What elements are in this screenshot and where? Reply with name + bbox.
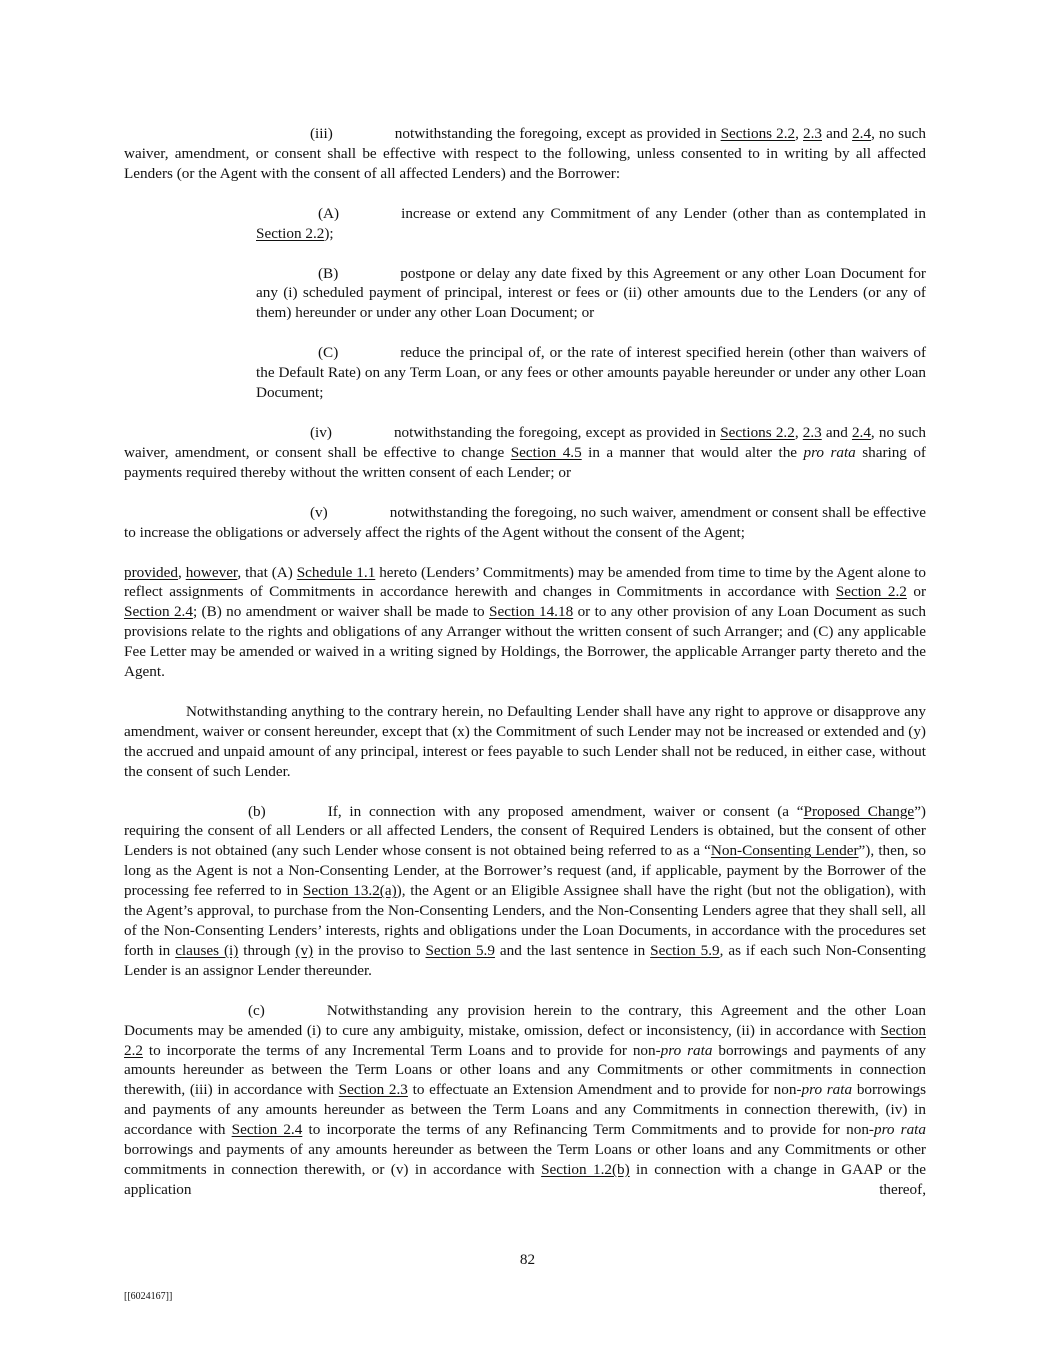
section-ref: Sections 2.2: [720, 423, 795, 441]
document-id: [[6024167]]: [124, 1291, 173, 1302]
paragraph-iv: (iv) notwithstanding the foregoing, except as provided in Sections 2.2, 2.3 and 2.4, no such waiver, amendment, or consent shall be effective to change Section 4.5 in a manner that would alter the pro rata sharing of payments required thereby without the written consent of each Lender; or: [124, 423, 927, 481]
defined-term: provided: [124, 563, 178, 581]
section-ref: Section 4.5: [510, 443, 582, 461]
paragraph-B: (B) postpone or delay any date fixed by this Agreement or any other Loan Document for any (i) scheduled payment of principal, interest or fees or (ii) other amounts due to the Lenders (or any of them) hereunder or under any other Loan Document; or: [256, 264, 926, 322]
section-ref: clauses (i): [175, 941, 239, 959]
subclause-block: [256, 204, 926, 403]
paragraph-A: (A) increase or extend any Commitment of any Lender (other than as contemplated in Section 2.2);: [256, 204, 926, 242]
defined-term: however: [185, 563, 238, 581]
section-ref: 2.3: [803, 125, 822, 142]
section-ref: Section 2.2: [835, 583, 907, 601]
section-ref: Section 2.2: [124, 1021, 926, 1059]
section-ref: 2.4: [852, 125, 872, 142]
defined-term: Proposed Change: [803, 802, 915, 820]
section-ref: Section 5.9: [425, 941, 495, 959]
italic-term: pro rata: [801, 1081, 853, 1099]
section-ref: Section 13.2(a): [302, 882, 397, 900]
clause-label: (c): [248, 1001, 265, 1019]
clause-label: (B): [318, 264, 339, 282]
section-ref: Schedule 1.1: [296, 563, 376, 581]
section-ref: (v): [295, 941, 314, 959]
clause-label: (v): [310, 503, 328, 521]
paragraph-iii: (iii) notwithstanding the foregoing, except as provided in Sections 2.2, 2.3 and 2.4, no such waiver, amendment, or consent shall be effective with respect to the following, unless consented to in writing by all affected Lenders (or the Agent with the consent of all affected Lenders) and the Borrower:: [124, 125, 927, 182]
section-ref: 2.3: [802, 423, 822, 441]
clause-label: (iii): [310, 125, 333, 142]
paragraph-b: (b) If, in connection with any proposed amendment, waiver or consent (a “Proposed Change”) requiring the consent of all Lenders or all affected Lenders, the consent of Required Lenders is obtained, but the consent of other Lenders is not obtained (any such Lender whose consent is not obtained being referred to as a “Non-Consenting Lender”), then, so long as the Agent is not a Non-Consenting Lender, at the Borrower’s request (and, if applicable, payment by the Borrower of the processing fee referred to in Section 13.2(a)), the Agent or an Eligible Assignee shall have the right (but not the obligation), with the Agent’s approval, to purchase from the Non-Consenting Lenders, and the Non-Consenting Lenders agree that they shall sell, all of the Non-Consenting Lenders’ interests, rights and obligations under the Loan Documents, in accordance with the procedures set forth in clauses (i) through (v) in the proviso to Section 5.9 and the last sentence in Section 5.9, as if each such Non-Consenting Lender is an assignor Lender thereunder.: [124, 802, 927, 979]
section-ref: Section 2.3: [338, 1081, 408, 1099]
section-ref: Section 1.2(b): [541, 1160, 630, 1178]
clause-label: (b): [248, 802, 266, 820]
section-ref: Section 2.4: [124, 603, 193, 621]
section-ref: Section 5.9: [650, 941, 720, 959]
paragraph-notwithstanding: Notwithstanding anything to the contrary herein, no Defaulting Lender shall have any right to approve or disapprove any amendment, waiver or consent hereunder, except that (x) the Commitment of such Lender may not be increased or extended and (y) the accrued and unpaid amount of any principal, interest or fees payable to such Lender shall not be reduced, in either case, without the consent of such Lender.: [124, 702, 926, 780]
defined-term: Non-Consenting Lender: [710, 842, 859, 860]
document-page: [124, 124, 926, 1220]
clause-label: (iv): [310, 423, 332, 441]
italic-term: pro rata: [803, 443, 856, 461]
section-ref: 2.4: [851, 423, 871, 441]
section-ref: Section 2.4: [231, 1121, 303, 1139]
page-number: 82: [519, 1251, 536, 1268]
paragraph-v: (v) notwithstanding the foregoing, no such waiver, amendment or consent shall be effective to increase the obligations or adversely affect the rights of the Agent without the consent of the Agent;: [124, 503, 926, 541]
section-ref: Section 2.2: [256, 224, 325, 242]
italic-term: pro rata: [873, 1121, 926, 1139]
clause-label: (C): [318, 344, 339, 362]
italic-term: pro rata: [660, 1041, 713, 1059]
paragraph-provided: provided, however, that (A) Schedule 1.1 hereto (Lenders’ Commitments) may be amended from time to time by the Agent alone to reflect assignments of Commitments in accordance herewith and changes in Commitments in accordance with Section 2.2 or Section 2.4; (B) no amendment or waiver shall be made to Section 14.18 or to any other provision of any Loan Document as such provisions relate to the rights and obligations of any Arranger without the written consent of such Arranger; and (C) any applicable Fee Letter may be amended or waived in a writing signed by Holdings, the Borrower, the applicable Arranger party thereto and the Agent.: [124, 563, 927, 681]
paragraph-C: (C) reduce the principal of, or the rate of interest specified herein (other than waivers of the Default Rate) on any Term Loan, or any fees or other amounts payable hereunder or under any other Loan Document;: [256, 344, 926, 402]
paragraph-c: (c) Notwithstanding any provision herein to the contrary, this Agreement and the other Loan Documents may be amended (i) to cure any ambiguity, mistake, omission, defect or inconsistency, (ii) in accordance with Section 2.2 to incorporate the terms of any Incremental Term Loans and to provide for non-pro rata borrowings and payments of any amounts hereunder as between the Term Loans or other loans and any Commitments or other commitments in connection therewith, (iii) in accordance with Section 2.3 to effectuate an Extension Amendment and to provide for non-pro rata borrowings and payments of any amounts hereunder as between the Term Loans and any Commitments in connection therewith, (iv) in accordance with Section 2.4 to incorporate the terms of any Refinancing Term Commitments and to provide for non-pro rata borrowings and payments of any amounts hereunder as between the Term Loans or other loans and any Commitments or other commitments in connection therewith, or (v) in accordance with Section 1.2(b) in connection with a change in GAAP or the application thereof,: [124, 1001, 927, 1198]
section-ref: Sections 2.2: [720, 125, 796, 142]
clause-label: (A): [318, 204, 340, 222]
section-ref: Section 14.18: [489, 603, 574, 621]
